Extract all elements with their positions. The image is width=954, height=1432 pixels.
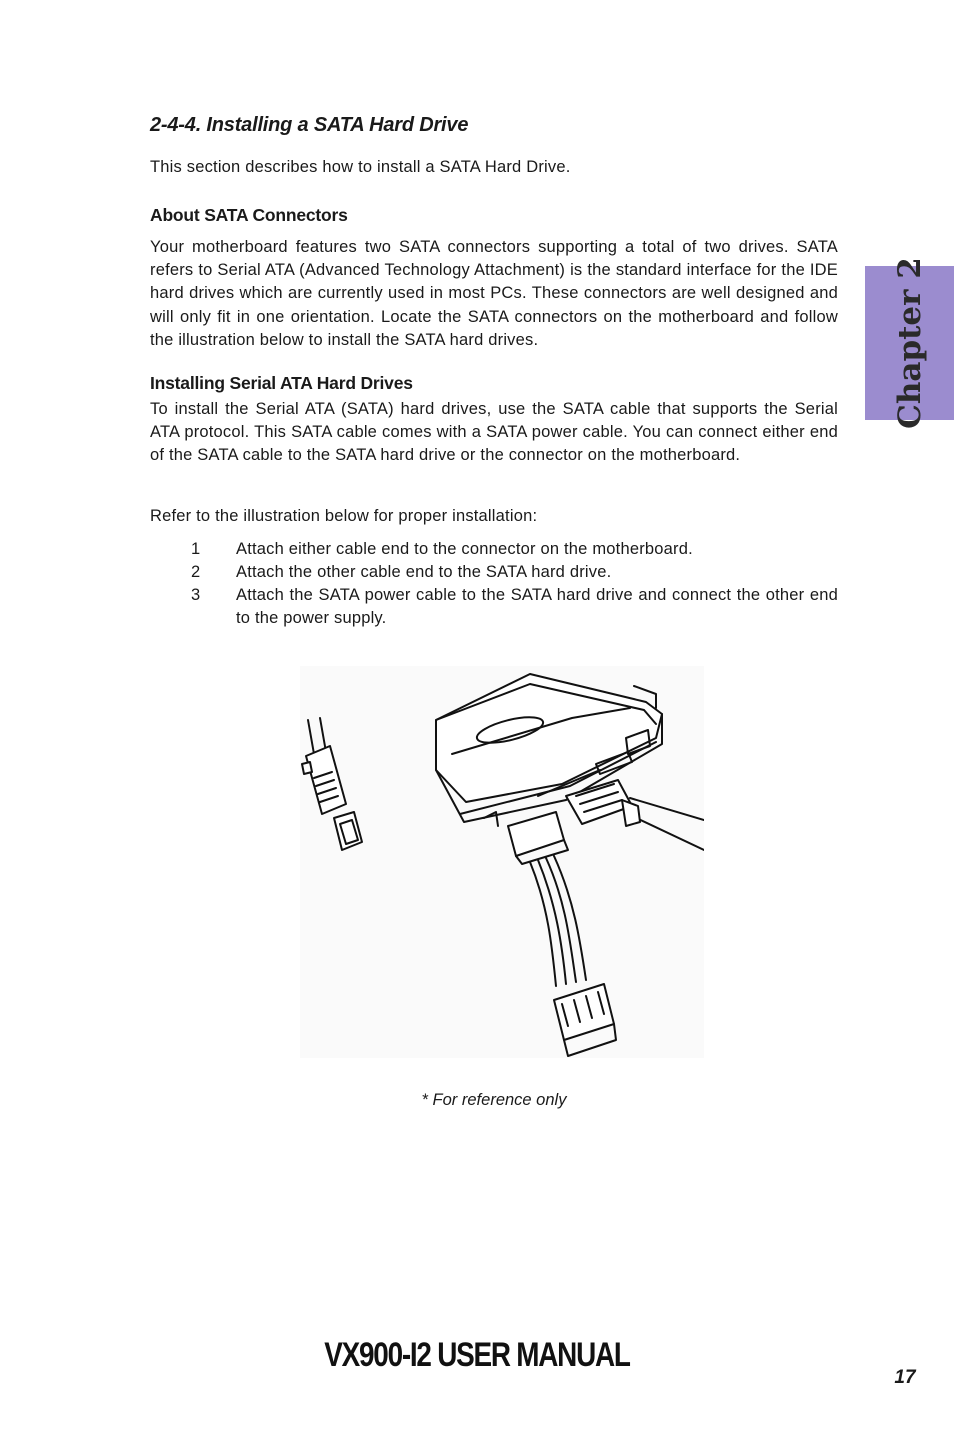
- chapter-tab: [865, 257, 954, 429]
- step-number: 1: [191, 540, 201, 558]
- about-paragraph: Your motherboard features two SATA connectors supporting a total of two drives. SATA refers to Serial ATA (Advanced Technology Attachment) is the standard interface for the IDE hard drives which are currently used in most PCs. These connectors are well designed and will only fit in one orientation. Locate the SATA connectors on the motherboard and follow the illustration below to install the SATA hard drives.: [150, 238, 838, 349]
- figure-caption: * For reference only: [421, 1091, 567, 1109]
- step-text: Attach the SATA power cable to the SATA hard drive and connect the other end to the power supply.: [236, 586, 838, 628]
- about-heading: About SATA Connectors: [150, 205, 348, 225]
- sata-installation-illustration: [300, 666, 704, 1058]
- footer-manual-title: VX900-I2 USER MANUAL: [324, 1336, 630, 1374]
- section-title: 2-4-4. Installing a SATA Hard Drive: [150, 114, 469, 136]
- installing-heading: Installing Serial ATA Hard Drives: [150, 373, 413, 393]
- refer-text: Refer to the illustration below for proper installation:: [150, 507, 538, 525]
- step-text: Attach either cable end to the connector on the motherboard.: [236, 540, 693, 558]
- chapter-tab-label: Chapter 2: [891, 257, 928, 429]
- step-number: 2: [191, 563, 201, 581]
- installing-paragraph: To install the Serial ATA (SATA) hard drives, use the SATA cable that supports the Serial ATA protocol. This SATA cable comes with a SATA power cable. You can connect either end of the SATA cable to the SATA hard drive or the connector on the motherboard.: [150, 400, 838, 465]
- page-number: 17: [894, 1367, 916, 1388]
- step-number: 3: [191, 586, 201, 604]
- step-text: Attach the other cable end to the SATA hard drive.: [236, 563, 612, 581]
- section-intro: This section describes how to install a SATA Hard Drive.: [150, 158, 571, 176]
